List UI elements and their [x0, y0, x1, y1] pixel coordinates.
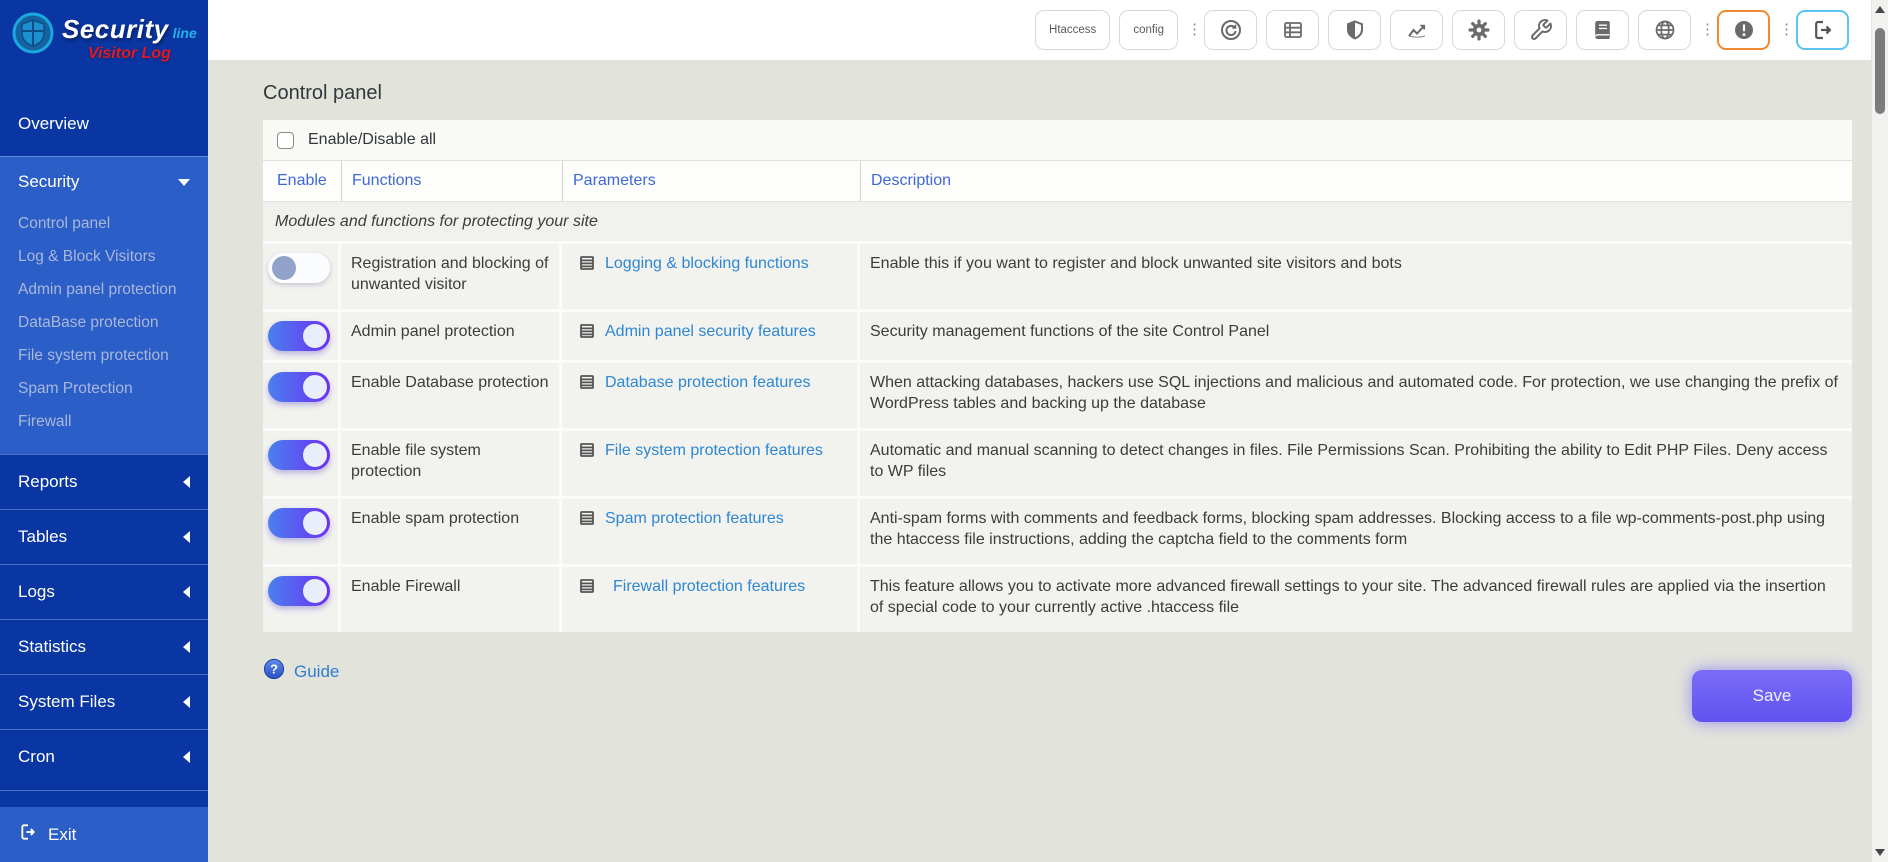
- table-row-cell: [263, 312, 338, 360]
- toggle-admin-panel-protection[interactable]: [268, 321, 330, 351]
- brand-name-suffix: line: [172, 25, 197, 41]
- table-icon: [578, 322, 596, 346]
- sidebar-item-cron[interactable]: Cron: [0, 729, 208, 784]
- logout-button[interactable]: [1796, 10, 1849, 50]
- alert-icon: [1732, 18, 1756, 42]
- book-icon: [1591, 18, 1615, 42]
- sidebar-item-exit[interactable]: [0, 807, 208, 862]
- settings-button[interactable]: [1452, 10, 1505, 50]
- parameter-link[interactable]: Firewall protection features: [613, 578, 806, 595]
- function-label: Enable Firewall: [341, 567, 559, 632]
- brand-name: Security: [62, 14, 169, 44]
- sidebar-item-label: Overview: [18, 114, 89, 133]
- shield-logo-icon: [12, 12, 54, 59]
- enable-all-checkbox[interactable]: [277, 132, 294, 149]
- parameter-link[interactable]: Spam protection features: [605, 510, 784, 527]
- scroll-up-arrow-icon[interactable]: [1875, 6, 1885, 13]
- logout-icon: [1811, 18, 1835, 42]
- toggle-knob: [303, 324, 327, 348]
- sidebar-item-admin-panel-protection[interactable]: Admin panel protection: [18, 280, 177, 298]
- toggle-knob: [303, 375, 327, 399]
- sidebar-item-label: Security: [18, 172, 80, 191]
- guide-link[interactable]: [263, 658, 339, 685]
- docs-button[interactable]: [1576, 10, 1629, 50]
- footer: [263, 632, 1852, 722]
- sidebar-item-file-system-protection[interactable]: File system protection: [18, 346, 169, 364]
- sidebar-security-group: [0, 156, 208, 454]
- chevron-left-icon: [183, 531, 190, 543]
- sidebar-item-control-panel[interactable]: Control panel: [18, 214, 111, 232]
- sidebar-item-statistics[interactable]: Statistics: [0, 619, 208, 674]
- table-row-cell: [562, 499, 857, 564]
- table-row-cell: [263, 431, 338, 496]
- sidebar-divider: [0, 790, 208, 807]
- toggle-knob: [303, 443, 327, 467]
- chevron-left-icon: [183, 476, 190, 488]
- table-row-cell: [263, 244, 338, 309]
- table-icon: [578, 577, 596, 601]
- chevron-left-icon: [183, 586, 190, 598]
- sidebar-item-spam-protection[interactable]: Spam Protection: [18, 379, 133, 397]
- table-icon: [1281, 18, 1305, 42]
- help-icon: [263, 658, 285, 685]
- vertical-scrollbar[interactable]: [1871, 0, 1888, 862]
- toggle-database-protection[interactable]: [268, 372, 330, 402]
- chart-icon: [1405, 18, 1429, 42]
- wrench-icon: [1529, 18, 1553, 42]
- sidebar-item-system-files[interactable]: System Files: [0, 674, 208, 729]
- function-label: Registration and blocking of unwanted visitor: [341, 244, 559, 309]
- alerts-button[interactable]: [1717, 10, 1770, 50]
- gear-icon: [1467, 18, 1491, 42]
- column-header-parameters[interactable]: Parameters: [562, 161, 860, 201]
- parameter-link[interactable]: File system protection features: [605, 442, 823, 459]
- globe-button[interactable]: [1638, 10, 1691, 50]
- guide-label: Guide: [294, 661, 340, 681]
- toggle-firewall[interactable]: [268, 576, 330, 606]
- description-text: When attacking databases, hackers use SQL injections and malicious and automated code. For protection, we use changing the prefix of WordPress tables and backing up the database: [860, 363, 1852, 428]
- parameter-link[interactable]: Database protection features: [605, 374, 811, 391]
- table-icon: [578, 509, 596, 533]
- sidebar-item-tables[interactable]: Tables: [0, 509, 208, 564]
- sidebar-item-firewall[interactable]: Firewall: [18, 412, 72, 430]
- page-title: Control panel: [263, 82, 382, 104]
- toggle-knob: [272, 256, 296, 280]
- sidebar: [0, 0, 208, 862]
- exit-label: Exit: [48, 824, 77, 844]
- brand-tagline: Visitor Log: [87, 45, 171, 62]
- table-row-cell: [263, 499, 338, 564]
- description-text: Security management functions of the site Control Panel: [860, 312, 1852, 360]
- table-row-cell: [562, 363, 857, 428]
- ellipsis-separator: ⋮: [1700, 21, 1715, 38]
- table-row-cell: [263, 567, 338, 632]
- function-label: Enable spam protection: [341, 499, 559, 564]
- tables-button[interactable]: [1266, 10, 1319, 50]
- statistics-button[interactable]: [1390, 10, 1443, 50]
- chevron-left-icon: [183, 641, 190, 653]
- update-button[interactable]: [1204, 10, 1257, 50]
- scrollbar-thumb[interactable]: [1875, 28, 1885, 114]
- toggle-registration-blocking[interactable]: [268, 253, 330, 283]
- section-header: Modules and functions for protecting your site: [263, 201, 1852, 241]
- description-text: Anti-spam forms with comments and feedback forms, blocking spam addresses. Blocking access to a file wp-comments-post.php using the htaccess file instructions, adding the captcha field to the comments form: [860, 499, 1852, 564]
- sidebar-item-overview[interactable]: [0, 100, 208, 148]
- table-body: [263, 241, 1852, 632]
- sidebar-item-log-block-visitors[interactable]: Log & Block Visitors: [18, 247, 156, 265]
- chevron-left-icon: [183, 751, 190, 763]
- parameter-link[interactable]: Admin panel security features: [605, 323, 816, 340]
- sidebar-item-logs[interactable]: Logs: [0, 564, 208, 619]
- chevron-left-icon: [183, 696, 190, 708]
- ellipsis-separator: ⋮: [1187, 21, 1202, 38]
- function-label: Admin panel protection: [341, 312, 559, 360]
- table-icon: [578, 373, 596, 397]
- svg-text:?: ?: [270, 661, 278, 677]
- description-text: This feature allows you to activate more advanced firewall settings to your site. The advanced firewall rules are applied via the insertion of special code to your currently active .htaccess file: [860, 567, 1852, 632]
- enable-all-label: Enable/Disable all: [308, 131, 437, 148]
- save-button[interactable]: Save: [1692, 670, 1852, 722]
- sidebar-item-reports[interactable]: Reports: [0, 454, 208, 509]
- table-icon: [578, 441, 596, 465]
- main-content: [208, 60, 1871, 862]
- toggle-knob: [303, 511, 327, 535]
- table-row-cell: [562, 431, 857, 496]
- parameter-link[interactable]: Logging & blocking functions: [605, 255, 809, 272]
- toggle-file-system-protection[interactable]: [268, 440, 330, 470]
- sidebar-item-security[interactable]: [0, 157, 208, 207]
- brand-logo: [0, 0, 208, 92]
- shield-icon: [1343, 18, 1367, 42]
- tools-button[interactable]: [1514, 10, 1567, 50]
- config-button[interactable]: config: [1119, 10, 1178, 50]
- globe-icon: [1653, 18, 1677, 42]
- enable-all-row: [263, 120, 1852, 160]
- htaccess-button[interactable]: Htaccess: [1035, 10, 1110, 50]
- scroll-down-arrow-icon[interactable]: [1875, 849, 1885, 856]
- function-label: Enable file system protection: [341, 431, 559, 496]
- toggle-knob: [303, 579, 327, 603]
- chevron-down-icon: [178, 179, 190, 186]
- table-row-cell: [562, 244, 857, 309]
- topbar: [208, 0, 1871, 60]
- column-header-description[interactable]: Description: [860, 161, 1852, 201]
- ellipsis-separator: ⋮: [1779, 21, 1794, 38]
- toggle-spam-protection[interactable]: [268, 508, 330, 538]
- table-header: [263, 160, 1852, 201]
- column-header-enable[interactable]: Enable: [277, 172, 327, 189]
- column-header-functions[interactable]: Functions: [341, 161, 562, 201]
- function-label: Enable Database protection: [341, 363, 559, 428]
- update-icon: [1219, 18, 1243, 42]
- description-text: Automatic and manual scanning to detect changes in files. File Permissions Scan. Prohibiting the ability to Edit PHP Files. Deny access to WP files: [860, 431, 1852, 496]
- table-row-cell: [562, 312, 857, 360]
- table-row-cell: [263, 363, 338, 428]
- security-button[interactable]: [1328, 10, 1381, 50]
- logout-icon: [18, 822, 38, 847]
- table-icon: [578, 254, 596, 278]
- sidebar-item-database-protection[interactable]: DataBase protection: [18, 313, 159, 331]
- table-row-cell: [562, 567, 857, 632]
- description-text: Enable this if you want to register and block unwanted site visitors and bots: [860, 244, 1852, 309]
